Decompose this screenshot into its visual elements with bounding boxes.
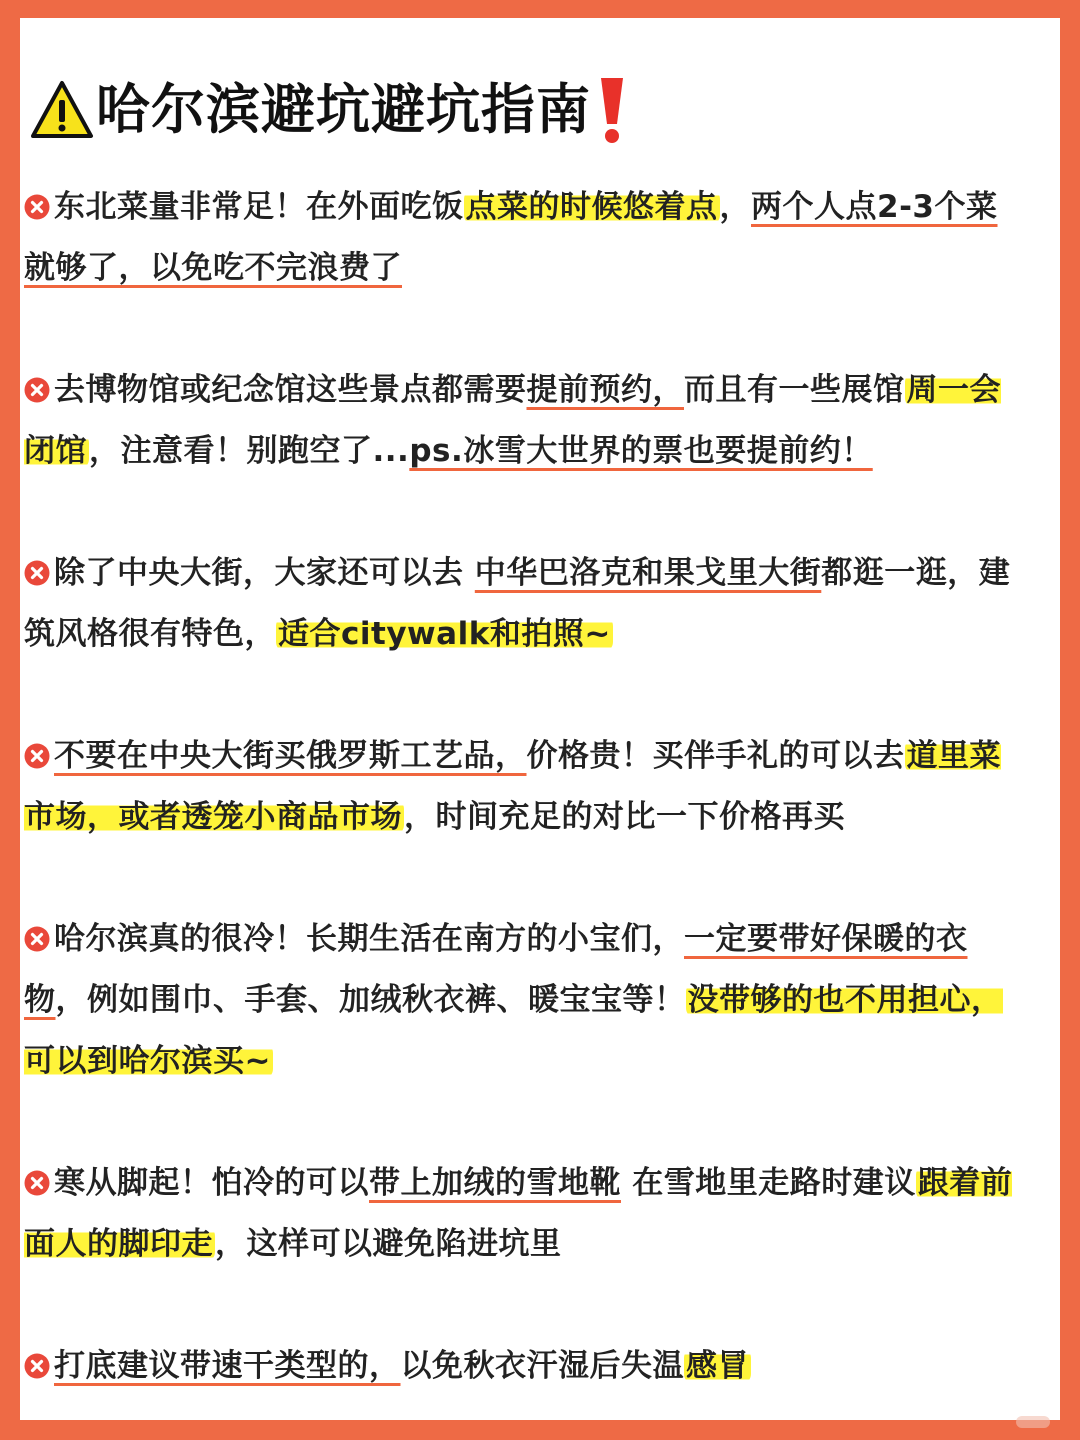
underlined-text: 不要在中央大街买俄罗斯工艺品， — [54, 738, 527, 774]
tip-text: 以免秋衣汗湿后失温 — [400, 1348, 684, 1384]
tip-text: 寒从脚起！怕冷的可以 — [54, 1165, 369, 1201]
underlined-text: 一定要带好保暖的衣物 — [24, 921, 968, 1018]
highlighted-text: 点菜的时候悠着点 — [465, 189, 718, 225]
page-title: 哈尔滨避坑避坑指南 — [96, 78, 591, 141]
tip-item-3 — [24, 543, 1014, 665]
underlined-text: ps.冰雪大世界的票也要提前约！ — [409, 433, 873, 469]
tip-text: 哈尔滨真的很冷！长期生活在南方的小宝们， — [54, 921, 684, 957]
x-circle-icon — [24, 1353, 50, 1379]
underlined-text: 带上加绒的雪地靴 — [369, 1165, 621, 1201]
x-circle-icon — [24, 377, 50, 403]
x-circle-icon — [24, 743, 50, 769]
x-circle-icon — [24, 926, 50, 952]
tip-item-6 — [24, 1153, 1014, 1275]
highlighted-text: 适合citywalk和拍照~ — [278, 616, 611, 652]
tip-text: 而且有一些展馆 — [684, 372, 905, 408]
tip-text: 去博物馆或纪念馆这些景点都需要 — [54, 372, 527, 408]
watermark-mark — [1016, 1416, 1050, 1428]
tip-item-1 — [24, 177, 1014, 299]
tip-item-2 — [24, 360, 1014, 482]
tip-text: 在雪地里走路时建议 — [621, 1165, 916, 1201]
exclamation-icon — [597, 74, 627, 146]
tip-item-7 — [24, 1336, 1014, 1397]
tip-item-5 — [24, 909, 1014, 1092]
highlighted-text: 感冒 — [686, 1348, 749, 1384]
title-row — [30, 60, 627, 160]
highlighted-text: 跟着前面人的脚印走 — [24, 1165, 1013, 1262]
tip-text: ，注意看！别跑空了... — [89, 433, 410, 469]
highlighted-text: 周一会闭馆 — [24, 372, 1001, 469]
warning-icon — [30, 78, 94, 142]
x-circle-icon — [24, 194, 50, 220]
highlighted-text: 没带够的也不用担心，可以到哈尔滨买~ — [24, 982, 1003, 1079]
x-circle-icon — [24, 560, 50, 586]
x-circle-icon — [24, 1170, 50, 1196]
underlined-text: 两个人点2-3个菜就够了，以免吃不完浪费了 — [24, 189, 998, 286]
tip-text: ， — [719, 189, 751, 225]
tip-text: ，时间充足的对比一下价格再买 — [404, 799, 845, 835]
highlighted-text: 道里菜市场，或者透笼小商品市场 — [24, 738, 1001, 835]
underlined-text: 中华巴洛克和果戈里大街 — [474, 555, 822, 591]
tip-item-4 — [24, 726, 1014, 848]
tip-text: ，这样可以避免陷进坑里 — [215, 1226, 562, 1262]
tip-text: 价格贵！买伴手礼的可以去 — [526, 738, 905, 774]
tip-text: 东北菜量非常足！在外面吃饭 — [54, 189, 464, 225]
underlined-text: 提前预约， — [526, 372, 684, 408]
underlined-text: 打底建议带速干类型的， — [54, 1348, 401, 1384]
tip-text: 除了中央大街，大家还可以去 — [54, 555, 475, 591]
tip-text: ，例如围巾、手套、加绒秋衣裤、暖宝宝等！ — [55, 982, 686, 1018]
tip-text: 都逛一逛，建筑风格很有特色， — [24, 555, 1011, 652]
